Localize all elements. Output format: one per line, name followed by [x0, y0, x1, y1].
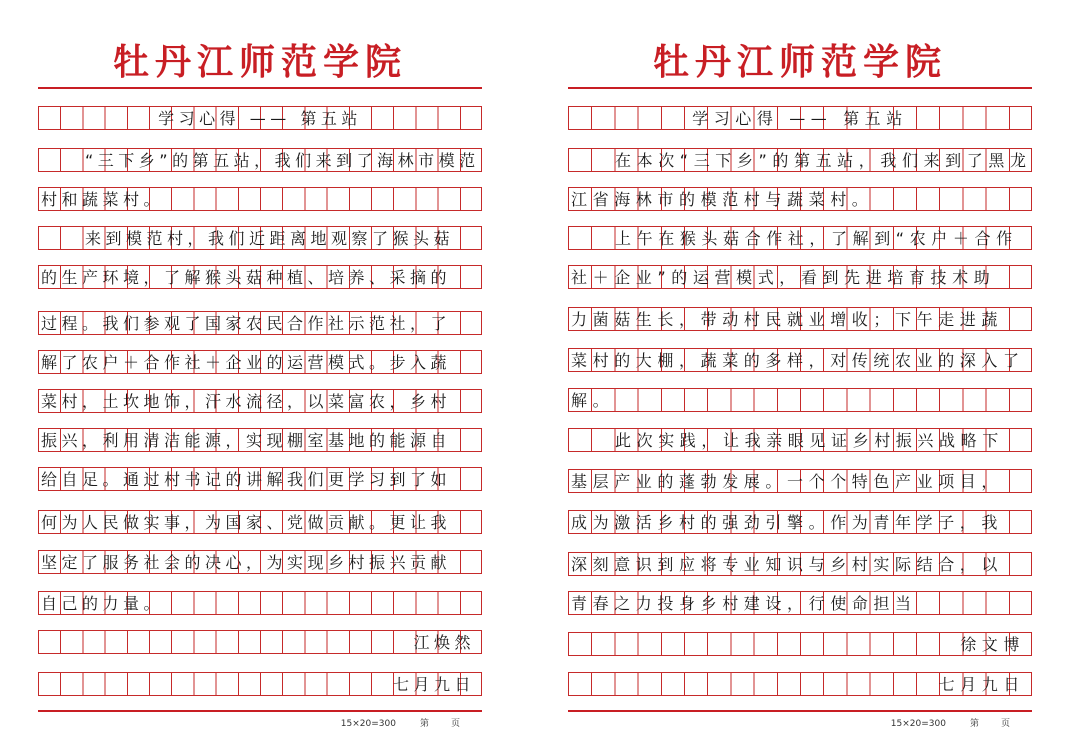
essay-line: 村和蔬菜村。 — [41, 190, 165, 209]
essay-line: 过程。我们参观了国家农民合作社示范社，了 — [41, 314, 452, 333]
essay-line: 此次实践，让我亲眼见证乡村振兴战略下 — [615, 431, 1004, 450]
grid-row — [38, 467, 482, 491]
grid-row — [568, 307, 1032, 331]
footer-rule — [38, 710, 482, 712]
essay-line: 上午在猴头菇合作社，了解到“农户＋合作 — [615, 229, 1018, 248]
grid-row — [568, 187, 1032, 211]
grid-row — [38, 265, 482, 289]
essay-title: 学习心得 —— 第五站 — [158, 109, 362, 128]
grid-row — [38, 672, 482, 696]
grid-row — [568, 226, 1032, 250]
page-footer — [341, 716, 460, 729]
essay-line: 解了农户＋合作社＋企业的运营模式。步入蔬 — [41, 353, 452, 372]
page-prefix: 第 — [969, 719, 979, 729]
grid-row — [568, 469, 1032, 493]
essay-line: 振兴，利用清洁能源，实现棚室基地的能源自 — [41, 431, 452, 450]
college-header: 牡丹江师范学院 — [652, 41, 947, 83]
date: 七月九日 — [938, 675, 1025, 694]
header-rule — [568, 87, 1032, 89]
essay-line: 来到模范村，我们近距离地观察了猴头菇 — [85, 229, 455, 248]
grid-row — [38, 630, 482, 654]
college-header: 牡丹江师范学院 — [112, 41, 407, 83]
essay-line: 在本次“三下乡”的第五站，我们来到了黑龙 — [615, 151, 1032, 170]
grid-row-title — [38, 106, 482, 130]
page-prefix: 第 — [419, 719, 429, 729]
essay-line: 深刻意识到应将专业知识与乡村实际结合，以 — [571, 555, 1004, 574]
page-suffix: 页 — [1000, 719, 1010, 729]
grid-spec: 15×20=300 — [890, 719, 946, 729]
grid-row — [38, 187, 482, 211]
grid-row-title — [568, 106, 1032, 130]
date: 七月九日 — [392, 675, 475, 694]
essay-line: 青春之力投身乡村建设，行使命担当 — [571, 594, 917, 613]
signature: 江焕然 — [413, 633, 475, 652]
grid-row — [568, 348, 1032, 372]
page-footer — [891, 716, 1010, 729]
grid-row — [568, 632, 1032, 656]
grid-row — [568, 388, 1032, 412]
grid-row — [568, 591, 1032, 615]
essay-line: 自己的力量。 — [41, 594, 165, 613]
grid-row — [38, 226, 482, 250]
grid-spec: 15×20=300 — [340, 719, 396, 729]
left-manuscript-sheet — [30, 0, 490, 755]
essay-line: 社＋企业”的运营模式，看到先进培育技术助 — [571, 268, 996, 287]
grid-row — [568, 672, 1032, 696]
grid-row — [38, 311, 482, 335]
essay-line: 力菌菇生长，带动村民就业增收；下午走进蔬 — [571, 310, 1004, 329]
essay-line: 成为激活乡村的强劲引擎。作为青年学子，我 — [571, 513, 1004, 532]
grid-row — [568, 510, 1032, 534]
essay-line: 解。 — [571, 391, 615, 410]
grid-row — [38, 148, 482, 172]
right-manuscript-sheet — [560, 0, 1040, 755]
essay-line: 给自足。通过村书记的讲解我们更学习到了如 — [41, 470, 452, 489]
essay-line: 菜村，土坎地饰，汗水流径，以菜富农，乡村 — [41, 392, 452, 411]
essay-line: 何为人民做实事，为国家、党做贡献。更让我 — [41, 513, 452, 532]
footer-rule — [568, 710, 1032, 712]
grid-row — [568, 148, 1032, 172]
header-rule — [38, 87, 482, 89]
essay-line: 的生产环境，了解猴头菇种植、培养、采摘的 — [41, 268, 452, 287]
essay-line: “三下乡”的第五站，我们来到了海林市模范 — [85, 151, 480, 170]
essay-line: 坚定了服务社会的决心，为实现乡村振兴贡献 — [41, 553, 452, 572]
grid-row — [38, 428, 482, 452]
essay-line: 基层产业的蓬勃发展。一个个特色产业项目， — [571, 472, 1004, 491]
grid-row — [568, 552, 1032, 576]
grid-row — [38, 510, 482, 534]
grid-row — [38, 550, 482, 574]
grid-row — [38, 350, 482, 374]
page-suffix: 页 — [450, 719, 460, 729]
essay-line: 江省海林市的模范村与蔬菜村。 — [571, 190, 874, 209]
grid-row — [568, 428, 1032, 452]
grid-row — [38, 389, 482, 413]
grid-row — [568, 265, 1032, 289]
grid-row — [38, 591, 482, 615]
signature: 徐文博 — [960, 635, 1025, 654]
essay-title: 学习心得 —— 第五站 — [692, 109, 908, 128]
essay-line: 菜村的大棚，蔬菜的多样，对传统农业的深入了 — [571, 351, 1025, 370]
